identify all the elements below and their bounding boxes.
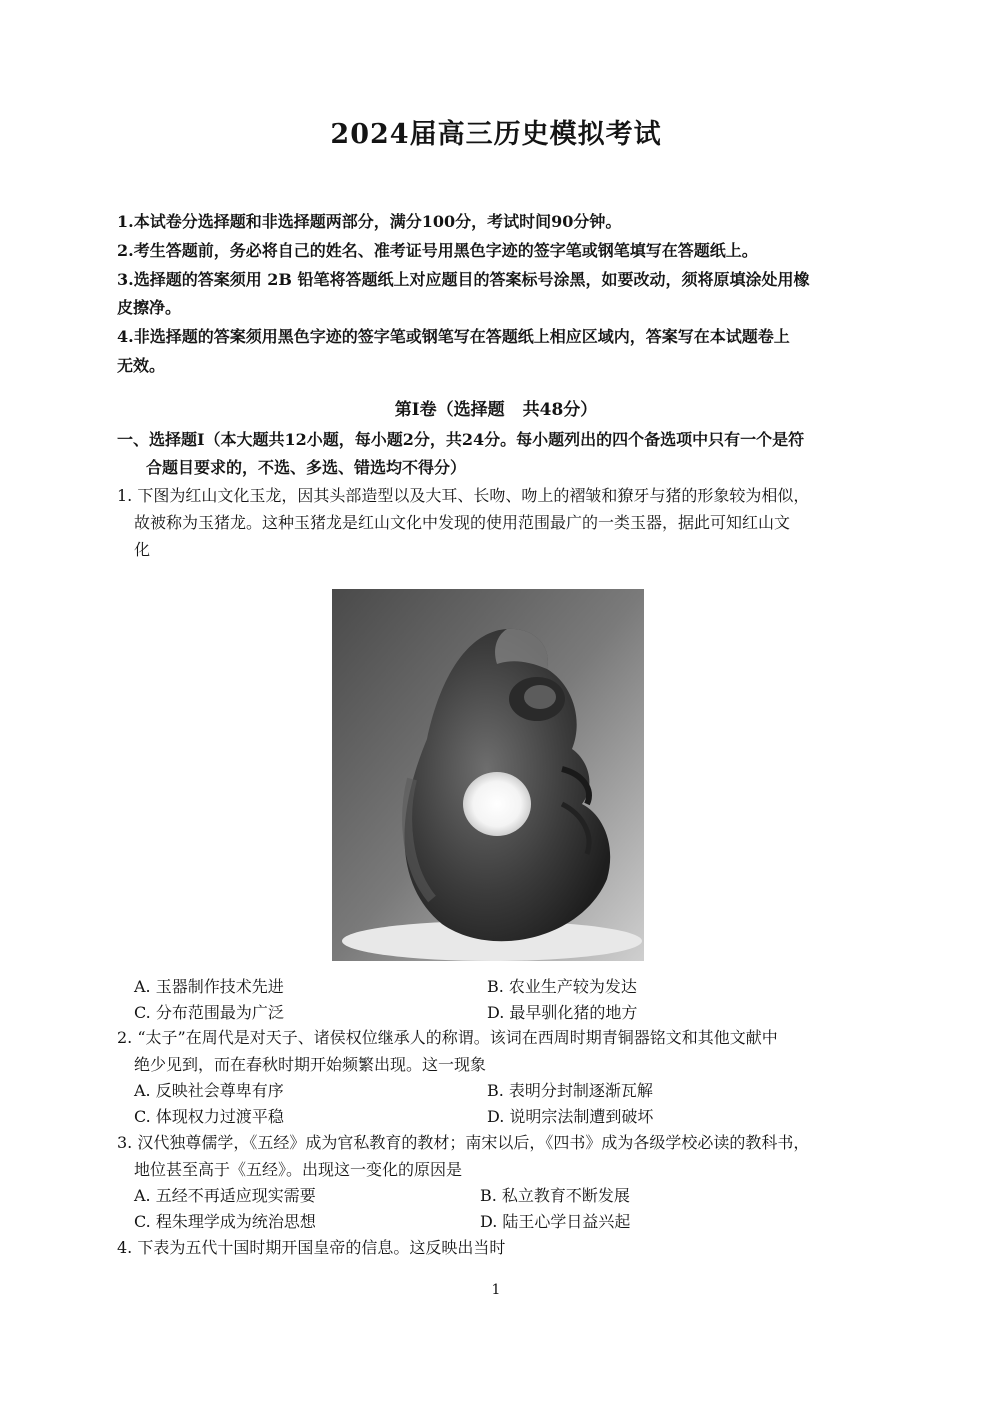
jade-pig-dragon-photo: [332, 589, 644, 961]
q2-stem-line1: 2. “太子”在周代是对天子、诸侯权位继承人的称谓。该词在西周时期青铜器铭文和其他文献中: [117, 1028, 778, 1047]
q2-option-a: A. 反映社会尊卑有序: [134, 1081, 284, 1100]
instruction-3-cont: 皮擦净。: [117, 298, 182, 317]
instruction-1: 1.本试卷分选择题和非选择题两部分，满分100分，考试时间90分钟。: [117, 212, 622, 231]
q3-option-c: C. 程朱理学成为统治思想: [134, 1212, 316, 1231]
q2-stem-line2: 绝少见到，而在春秋时期开始频繁出现。这一现象: [134, 1055, 487, 1074]
exam-title: 2024届高三历史模拟考试: [330, 119, 662, 150]
instruction-3: 3.选择题的答案须用 2B 铅笔将答题纸上对应题目的答案标号涂黑，如要改动，须将原填涂处用橡: [117, 270, 810, 289]
q2-option-b: B. 表明分封制逐渐瓦解: [487, 1081, 653, 1100]
q3-option-a: A. 五经不再适应现实需要: [134, 1186, 316, 1205]
instruction-2: 2.考生答题前，务必将自己的姓名、准考证号用黑色字迹的签字笔或钢笔填写在答题纸上。: [117, 241, 758, 260]
part1-heading: 一、选择题Ⅰ（本大题共12小题，每小题2分，共24分。每小题列出的四个备选项中只有一个是符: [117, 430, 805, 449]
section-heading: [0, 395, 992, 420]
q1-stem-line1: 1. 下图为红山文化玉龙，因其头部造型以及大耳、长吻、吻上的褶皱和獠牙与猪的形象较为相似，: [117, 486, 810, 505]
part1-heading-cont: 合题目要求的，不选、多选、错选均不得分）: [146, 458, 467, 477]
q1-option-c: C. 分布范围最为广泛: [134, 1003, 284, 1022]
q2-option-d: D. 说明宗法制遭到破坏: [487, 1107, 654, 1126]
q3-option-b: B. 私立教育不断发展: [480, 1186, 630, 1205]
q1-option-b: B. 农业生产较为发达: [487, 977, 637, 996]
page-number: 1: [491, 1282, 501, 1298]
section-score: 共48分）: [522, 400, 598, 420]
instruction-4-cont: 无效。: [117, 356, 166, 375]
q1-option-a: A. 玉器制作技术先进: [134, 977, 284, 996]
q4-stem-line1: 4. 下表为五代十国时期开国皇帝的信息。这反映出当时: [117, 1238, 506, 1257]
q2-option-c: C. 体现权力过渡平稳: [134, 1107, 284, 1126]
q1-stem-line3: 化: [134, 540, 151, 559]
q3-stem-line1: 3. 汉代独尊儒学，《五经》成为官私教育的教材；南宋以后，《四书》成为各级学校必读的教科书，: [117, 1133, 810, 1152]
q3-option-d: D. 陆王心学日益兴起: [480, 1212, 631, 1231]
section-title: 第Ⅰ卷（选择题: [394, 400, 505, 420]
q1-option-d: D. 最早驯化猪的地方: [487, 1003, 638, 1022]
q1-stem-line2: 故被称为玉猪龙。这种玉猪龙是红山文化中发现的使用范围最广的一类玉器，据此可知红山文: [134, 513, 791, 532]
instruction-4: 4.非选择题的答案须用黑色字迹的签字笔或钢笔写在答题纸上相应区域内，答案写在本试题卷上: [117, 327, 790, 346]
q3-stem-line2: 地位甚至高于《五经》。出现这一变化的原因是: [134, 1160, 463, 1179]
